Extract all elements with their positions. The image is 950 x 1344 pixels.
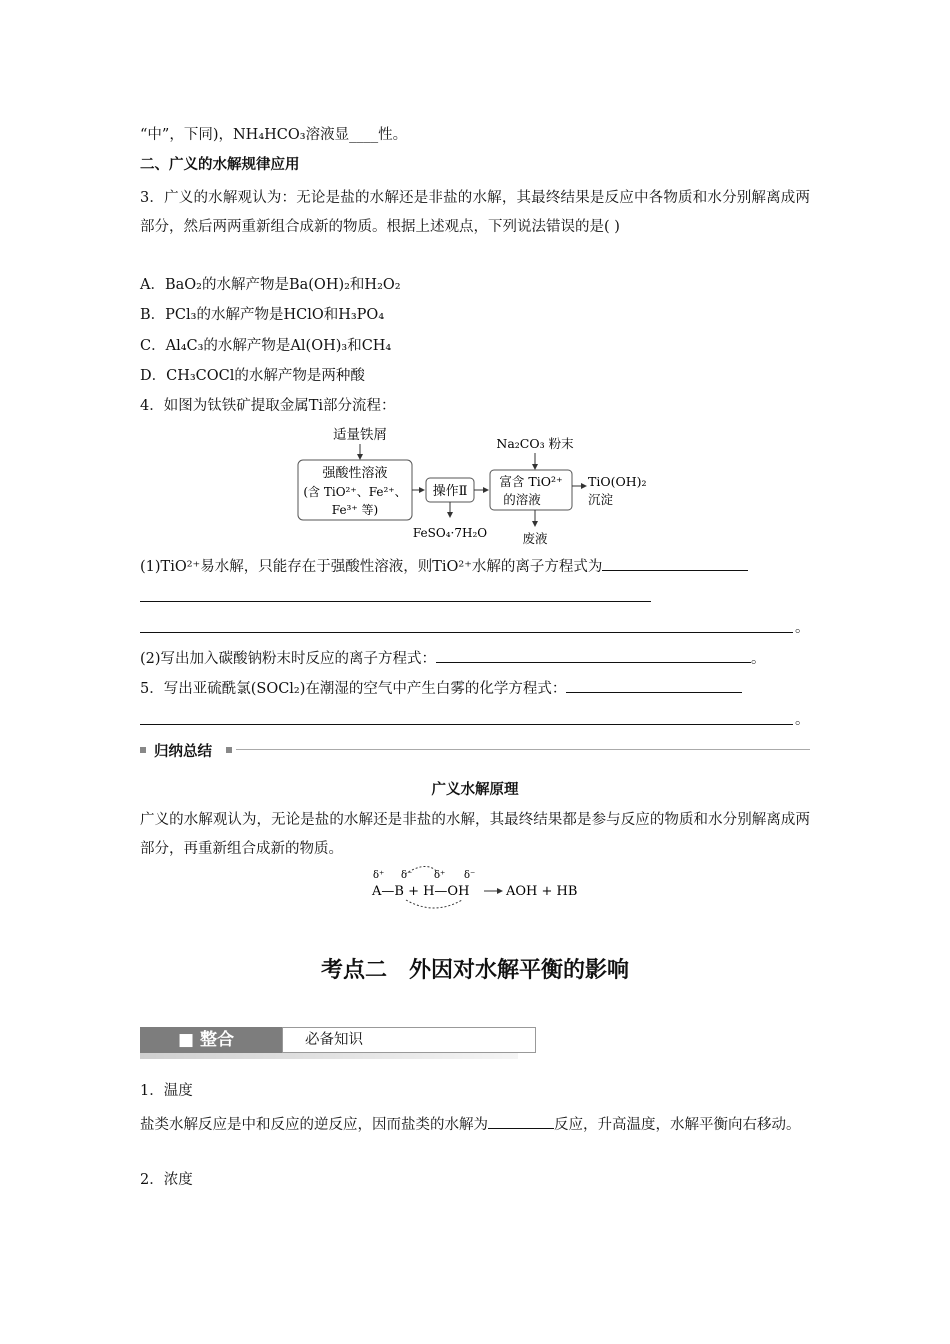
q5-stem (140, 678, 742, 699)
tab-bibei (282, 1027, 536, 1053)
titanium-flow-diagram (290, 422, 670, 550)
summary-title: 广义水解原理 (431, 782, 519, 798)
flow-box3-line1: 富含 TiO²⁺ (499, 474, 563, 489)
q2-tail-text: “中”，下同)，NH₄HCO₃溶液显____性。 (140, 127, 408, 143)
equation-right: AOH + HB (506, 884, 578, 899)
q3-option-d: D．CH₃COCl的水解产物是两种酸 (140, 368, 365, 384)
answer-blank[interactable] (436, 648, 751, 663)
summary-divider (236, 749, 810, 750)
temp-body (140, 1111, 810, 1140)
temp-heading: 1．温度 (140, 1083, 193, 1099)
flow-box1-line2: (含 TiO²⁺、Fe²⁺、 (303, 485, 407, 499)
charge-label: δ⁺ (434, 870, 446, 881)
flow-box2-output: FeSO₄·7H₂O (412, 526, 488, 540)
q4-stem: 4．如图为钛铁矿提取金属Ti部分流程： (140, 398, 396, 414)
tab-zhenghe-label: ■ 整合 (178, 1030, 234, 1050)
temp-body-part2: 反应，升高温度，水解平衡向右移动。 (554, 1117, 801, 1133)
charge-label: δ⁻ (401, 870, 413, 881)
tab-zhenghe (140, 1027, 282, 1053)
conc-heading: 2．浓度 (140, 1172, 193, 1188)
square-bullet-icon (226, 747, 232, 753)
q4-sub1 (140, 556, 748, 577)
flow-box1-line1: 强酸性溶液 (322, 466, 388, 481)
q4-sub2 (140, 648, 766, 669)
summary-body: 广义的水解观认为，无论是盐的水解还是非盐的水解，其最终结果都是参与反应的物质和水分别解离成两部分，再重新组合成新的物质。 (140, 812, 810, 857)
q4-sub2-end: 。 (751, 651, 766, 667)
q4-sub1-end: 。 (795, 620, 810, 636)
charge-label: δ⁺ (373, 870, 385, 881)
q3-stem: 3．广义的水解观认为：无论是盐的水解还是非盐的水解，其最终结果是反应中各物质和水分别解离成两部分，然后两两重新组合成新的物质。根据上述观点，下列说法错误的是( ) (140, 190, 810, 235)
q3-option-a: A．BaO₂的水解产物是Ba(OH)₂和H₂O₂ (140, 277, 401, 293)
q3-option-b: B．PCl₃的水解产物是HClO和H₃PO₄ (140, 307, 385, 323)
answer-line[interactable] (140, 632, 793, 633)
square-bullet-icon (140, 747, 146, 753)
kaodian-title: 考点二 外因对水解平衡的影响 (320, 958, 629, 983)
flow-product-line1: TiO(OH)₂ (588, 474, 647, 489)
flow-top-input: 适量铁屑 (333, 427, 387, 443)
exchange-arc-bottom (406, 900, 462, 908)
q5-stem-text: 5．写出亚硫酰氯(SOCl₂)在潮湿的空气中产生白雾的化学方程式： (140, 681, 567, 697)
temp-body-part1: 盐类水解反应是中和反应的逆反应，因而盐类的水解为 (140, 1117, 488, 1133)
q5-end: 。 (795, 712, 810, 728)
answer-blank[interactable] (602, 556, 748, 571)
q3-option-c: C．Al₄C₃的水解产物是Al(OH)₃和CH₄ (140, 338, 392, 354)
charge-label: δ⁻ (464, 870, 476, 881)
flow-box3-output: 废液 (522, 531, 548, 546)
flow-product-line2: 沉淀 (588, 492, 614, 507)
equation-left: A—B + H—OH (372, 884, 470, 899)
flow-reagent: Na₂CO₃ 粉末 (496, 436, 574, 451)
section2-heading: 二、广义的水解规律应用 (140, 157, 300, 173)
q4-sub1-text: (1)TiO²⁺易水解，只能存在于强酸性溶液，则TiO²⁺水解的离子方程式为 (140, 559, 603, 575)
q2-tail (140, 125, 407, 145)
answer-line[interactable] (140, 601, 651, 602)
summary-label: 归纳总结 (154, 744, 212, 760)
flow-box3-line2: 的溶液 (503, 492, 541, 507)
tab-shadow (140, 1053, 518, 1059)
summary-bar (140, 740, 810, 760)
answer-blank[interactable] (566, 678, 742, 693)
tab-bibei-label: 必备知识 (305, 1032, 363, 1048)
q4-sub2-text: (2)写出加入碳酸钠粉末时反应的离子方程式： (140, 651, 437, 667)
answer-blank[interactable] (488, 1114, 554, 1129)
answer-line[interactable] (140, 724, 793, 725)
flow-box1-line3: Fe³⁺ 等) (331, 503, 379, 517)
hydrolysis-equation (360, 864, 600, 912)
tab-strip (140, 1027, 518, 1059)
flow-box2-label: 操作Ⅱ (432, 484, 468, 499)
